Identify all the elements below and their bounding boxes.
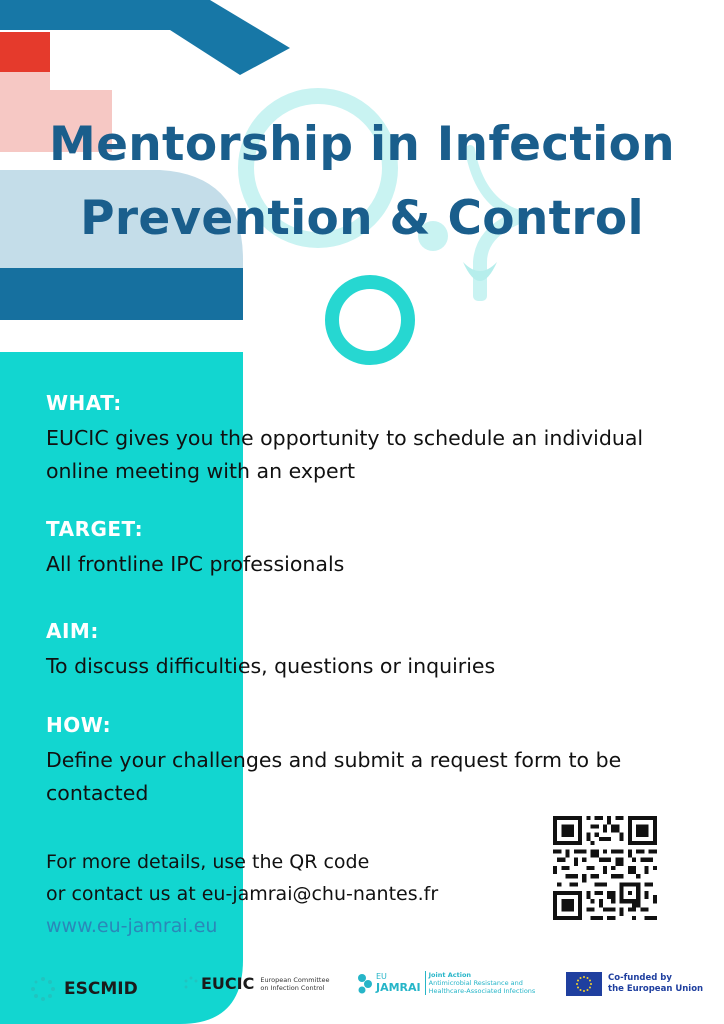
details-line-1: For more details, use the QR code xyxy=(46,851,370,873)
eucic-subtitle xyxy=(260,976,329,992)
section-line: EUCIC gives you the opportunity to schedule an individual xyxy=(46,426,644,450)
contact-details xyxy=(46,846,546,942)
eu-cofunded-text xyxy=(608,973,703,995)
section-line: To discuss difficulties, questions or inquiries xyxy=(46,654,496,678)
jamrai-desc-line: Antimicrobial Resistance and xyxy=(428,979,523,987)
section-label: AIM: xyxy=(46,619,99,643)
jamrai-main-text: JAMRAI xyxy=(376,981,421,994)
escmid-dots-icon xyxy=(30,976,56,1002)
section-text xyxy=(46,650,495,683)
section-aim xyxy=(46,616,495,683)
qr-code[interactable] xyxy=(553,816,657,920)
section-label: HOW: xyxy=(46,713,112,737)
section-line: All frontline IPC professionals xyxy=(46,552,345,576)
eu-cofunded-line: Co-funded by xyxy=(608,973,672,983)
section-label: TARGET: xyxy=(46,517,144,541)
eu-cofunded-line: the European Union xyxy=(608,984,704,994)
eu-cofunded-logo xyxy=(566,972,703,996)
jamrai-description xyxy=(425,971,536,995)
red-block xyxy=(0,32,50,74)
escmid-text: ESCMID xyxy=(64,979,138,999)
eucic-dots-icon xyxy=(183,976,199,992)
section-target xyxy=(46,514,344,581)
ring-small xyxy=(332,282,408,358)
eucic-subtitle-line: European Committee xyxy=(260,975,330,984)
section-label: WHAT: xyxy=(46,391,122,415)
section-what xyxy=(46,388,643,488)
section-line: online meeting with an expert xyxy=(46,459,356,483)
escmid-logo xyxy=(30,976,138,1002)
section-text xyxy=(46,744,621,810)
title-line-2: Prevention & Control xyxy=(80,191,644,246)
jamrai-wordmark xyxy=(376,972,421,994)
section-how xyxy=(46,710,621,810)
title-line-1: Mentorship in Infection xyxy=(49,117,675,172)
section-line: Define your challenges and submit a request form to be xyxy=(46,748,622,772)
poster-title xyxy=(0,108,724,256)
eu-flag-icon xyxy=(566,972,602,996)
section-text xyxy=(46,548,344,581)
eucic-logo xyxy=(183,974,329,993)
jamrai-joint-text: Joint Action xyxy=(428,971,472,979)
jamrai-desc-line: Healthcare-Associated Infections xyxy=(428,987,536,995)
footer-logos xyxy=(0,964,724,1014)
eu-jamrai-logo xyxy=(356,970,535,996)
section-text xyxy=(46,422,643,488)
eucic-subtitle-line: on Infection Control xyxy=(260,983,325,992)
section-line: contacted xyxy=(46,781,149,805)
eucic-text: EUCIC xyxy=(201,974,255,993)
jamrai-top-text: EU xyxy=(376,972,387,981)
jamrai-cells-icon xyxy=(356,970,374,996)
bottle-band xyxy=(0,268,243,320)
website-link[interactable]: www.eu-jamrai.eu xyxy=(46,915,218,937)
details-line-2: or contact us at eu-jamrai@chu-nantes.fr xyxy=(46,883,439,905)
